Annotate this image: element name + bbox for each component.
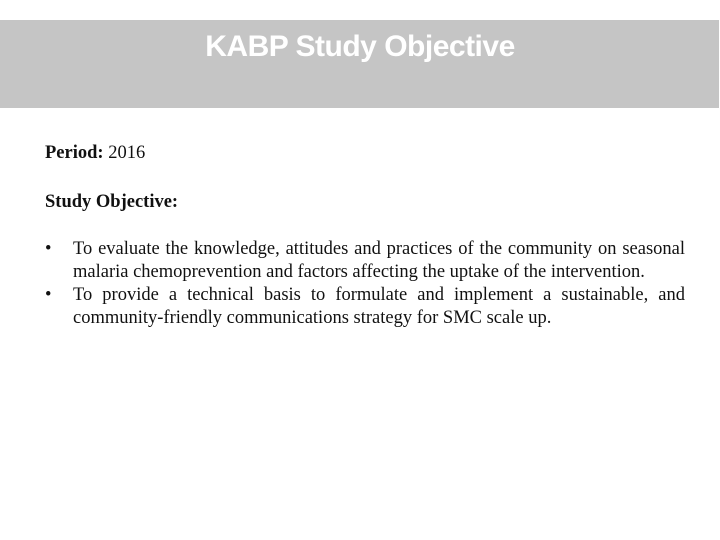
list-item (45, 238, 685, 284)
slide-content (45, 142, 685, 330)
slide-title: KABP Study Objective (205, 30, 515, 63)
list-item (45, 284, 685, 330)
period-value: 2016 (103, 143, 146, 163)
objective-text: To provide a technical basis to formulate and implement a sustainable, and community-friendly communications strategy for SMC scale up. (73, 285, 685, 328)
bullet-icon: • (45, 285, 52, 305)
objective-list (45, 238, 685, 330)
bullet-icon: • (45, 239, 52, 259)
period-line (45, 142, 685, 165)
period-label: Period: (45, 143, 104, 163)
objective-heading: Study Objective: (45, 192, 179, 212)
objective-text: To evaluate the knowledge, attitudes and practices of the community on seasonal malaria chemoprevention and factors affecting the uptake of the intervention. (73, 239, 685, 282)
